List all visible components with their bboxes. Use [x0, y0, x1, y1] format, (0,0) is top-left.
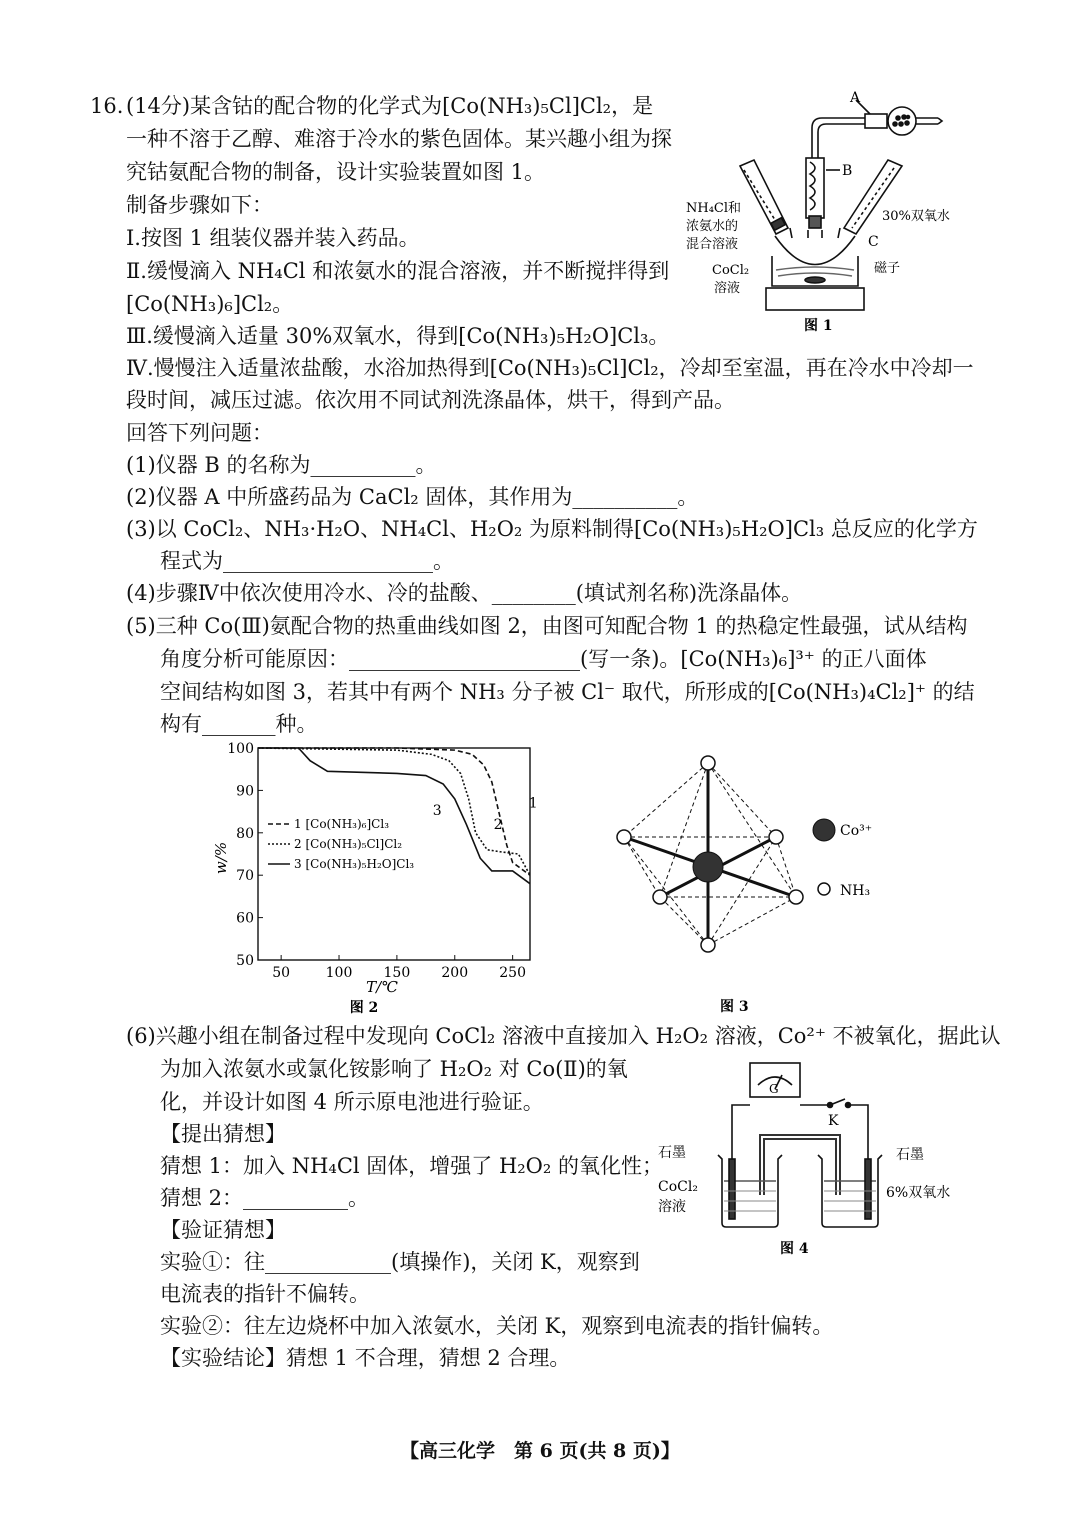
- drying-tube-a: [812, 100, 942, 158]
- nh3-ligand: [701, 938, 715, 952]
- verify-heading: 【验证猜想】: [160, 1218, 286, 1242]
- hypothesis-2: 猜想 2：__________。: [160, 1186, 370, 1210]
- series-curve-label: 3: [432, 802, 442, 819]
- sub-question-5-cont1: 角度分析可能原因：______________________(写一条)。[Co(NH₃)₆]³⁺ 的正八面体: [160, 647, 927, 671]
- text-line-4: 制备步骤如下：: [126, 193, 273, 217]
- hypothesis-1: 猜想 1：加入 NH₄Cl 固体，增强了 H₂O₂ 的氧化性；: [160, 1154, 663, 1178]
- y-tick-label: 50: [236, 953, 254, 969]
- fig1-cocl2-label-2: 溶液: [714, 281, 741, 296]
- step-1: Ⅰ.按图 1 组装仪器并装入药品。: [126, 226, 420, 250]
- nh3-ligand: [617, 830, 631, 844]
- fig1-caption: 图 1: [804, 318, 833, 334]
- page-footer: 【高三化学 第 6 页(共 8 页)】: [400, 1440, 680, 1462]
- nh3-ligand: [769, 830, 783, 844]
- fig1-peroxide-label: 30%双氧水: [882, 209, 950, 224]
- fig1-label-c: C: [868, 234, 879, 250]
- chart-y-label: w/%: [212, 841, 230, 875]
- nh3-ligand: [701, 756, 715, 770]
- fig4-right-solution-label: 6%双氧水: [886, 1185, 951, 1201]
- sub-question-1: (1)仪器 B 的名称为__________。: [126, 453, 437, 477]
- legend-entry: 3 [Co(NH₃)₅H₂O]Cl₃: [294, 857, 415, 871]
- text-line-3: 究钴氨配合物的制备，设计实验装置如图 1。: [126, 160, 546, 184]
- experiment-1: 实验①：往____________(填操作)，关闭 K，观察到: [160, 1250, 640, 1274]
- sub-question-4: (4)步骤Ⅳ中依次使用冷水、冷的盐酸、________(填试剂名称)洗涤晶体。: [126, 581, 803, 605]
- fig4-switch-label: K: [828, 1113, 839, 1129]
- text-line-1: (14分)某含钴的配合物的化学式为[Co(NH₃)₅Cl]Cl₂，是: [126, 94, 654, 118]
- experiment-2: 实验②：往左边烧杯中加入浓氨水，关闭 K，观察到电流表的指针偏转。: [160, 1314, 834, 1338]
- fig4-galvanometer-label: G: [769, 1082, 779, 1096]
- legend-nh3-label: NH₃: [840, 883, 871, 899]
- figure-3-octahedron: [600, 745, 900, 1020]
- sub-question-6: (6)兴趣小组在制备过程中发现向 CoCl₂ 溶液中直接加入 H₂O₂ 溶液，Co²⁺ 不被氧化，据此认: [126, 1024, 1001, 1048]
- conclusion: 【实验结论】猜想 1 不合理，猜想 2 合理。: [160, 1346, 571, 1370]
- legend-entry: 1 [Co(NH₃)₆]Cl₃: [294, 817, 389, 831]
- legend-co-marker: [813, 819, 835, 841]
- fig1-magnet-label: 磁子: [874, 261, 901, 276]
- x-tick-label: 100: [325, 965, 353, 981]
- fig1-label-a: A: [850, 90, 861, 106]
- step-3: Ⅲ.缓慢滴入适量 30%双氧水，得到[Co(NH₃)₅H₂O]Cl₃。: [126, 324, 670, 348]
- series-curve-label: 1: [528, 795, 538, 812]
- fig4-left-electrode-label: 石墨: [658, 1145, 686, 1161]
- sub-question-6-cont1: 为加入浓氨水或氯化铵影响了 H₂O₂ 对 Co(Ⅱ)的氧: [160, 1057, 628, 1081]
- x-tick-label: 250: [499, 965, 527, 981]
- fig3-caption: 图 3: [720, 999, 749, 1015]
- nh3-ligand: [789, 890, 803, 904]
- step-2-cont: [Co(NH₃)₆]Cl₂。: [126, 292, 294, 316]
- x-tick-label: 150: [383, 965, 411, 981]
- y-tick-label: 80: [236, 825, 254, 842]
- y-tick-label: 90: [236, 783, 254, 800]
- fig1-left-label-1: NH₄Cl和: [686, 201, 742, 216]
- legend-nh3-marker: [818, 883, 830, 895]
- series-curve-label: 2: [493, 816, 503, 833]
- x-tick-label: 50: [272, 965, 291, 981]
- sub-question-2: (2)仪器 A 中所盛药品为 CaCl₂ 固体，其作用为__________。: [126, 485, 699, 509]
- text-line-2: 一种不溶于乙醇、难溶于冷水的紫色固体。某兴趣小组为探: [126, 127, 672, 151]
- figure-2-tga-chart: [210, 740, 540, 1020]
- y-tick-label: 100: [227, 741, 254, 757]
- fig1-cocl2-label-1: CoCl₂: [712, 263, 750, 278]
- fig4-right-electrode-label: 石墨: [896, 1147, 924, 1163]
- experiment-1-cont: 电流表的指针不偏转。: [160, 1282, 370, 1306]
- three-neck-flask: [775, 228, 855, 265]
- sub-question-5: (5)三种 Co(Ⅲ)氨配合物的热重曲线如图 2，由图可知配合物 1 的热稳定性最强，试从结构: [126, 614, 968, 638]
- step-2: Ⅱ.缓慢滴入 NH₄Cl 和浓氨水的混合溶液，并不断搅拌得到: [126, 259, 670, 283]
- fig1-left-label-2: 浓氨水的: [686, 219, 739, 234]
- legend-co-label: Co³⁺: [840, 823, 873, 839]
- sub-question-5-cont3: 构有_______种。: [160, 712, 318, 736]
- fig4-left-solution-label-1: CoCl₂: [658, 1179, 698, 1195]
- dropping-funnel-left: [740, 160, 788, 234]
- chart-frame: [258, 748, 530, 960]
- step-4-cont: 段时间，减压过滤。依次用不同试剂洗涤晶体，烘干，得到产品。: [126, 388, 735, 412]
- question-number: 16.: [90, 94, 124, 118]
- sub-question-3: (3)以 CoCl₂、NH₃·H₂O、NH₄Cl、H₂O₂ 为原料制得[Co(NH₃)₅H₂O]Cl₃ 总反应的化学方: [126, 517, 978, 541]
- figure-4-galvanic-cell: [650, 1055, 980, 1265]
- step-4: Ⅳ.慢慢注入适量浓盐酸，水浴加热得到[Co(NH₃)₅Cl]Cl₂，冷却至室温，再在冷水中冷却一: [126, 356, 974, 380]
- hypothesis-heading: 【提出猜想】: [160, 1122, 286, 1146]
- sub-question-5-cont2: 空间结构如图 3，若其中有两个 NH₃ 分子被 Cl⁻ 取代，所形成的[Co(NH₃)₄Cl₂]⁺ 的结: [160, 680, 975, 704]
- condenser-b: [806, 158, 840, 228]
- fig4-caption: 图 4: [780, 1241, 809, 1257]
- y-tick-label: 60: [236, 910, 254, 927]
- y-tick-label: 70: [236, 868, 254, 885]
- fig4-left-solution-label-2: 溶液: [658, 1199, 686, 1215]
- x-tick-label: 200: [441, 965, 469, 981]
- co-ion-center: [693, 852, 723, 882]
- chart-caption: 图 2: [349, 1000, 379, 1016]
- chart-x-label: T/℃: [366, 978, 398, 996]
- legend-entry: 2 [Co(NH₃)₅Cl]Cl₂: [294, 837, 403, 851]
- fig1-label-b: B: [842, 163, 853, 179]
- sub-question-3-cont: 程式为____________________。: [160, 549, 454, 573]
- answer-prompt: 回答下列问题：: [126, 421, 273, 445]
- fig1-left-label-3: 混合溶液: [686, 237, 739, 252]
- sub-question-6-cont2: 化，并设计如图 4 所示原电池进行验证。: [160, 1090, 544, 1114]
- figure-1-apparatus: [680, 88, 970, 338]
- nh3-ligand: [653, 890, 667, 904]
